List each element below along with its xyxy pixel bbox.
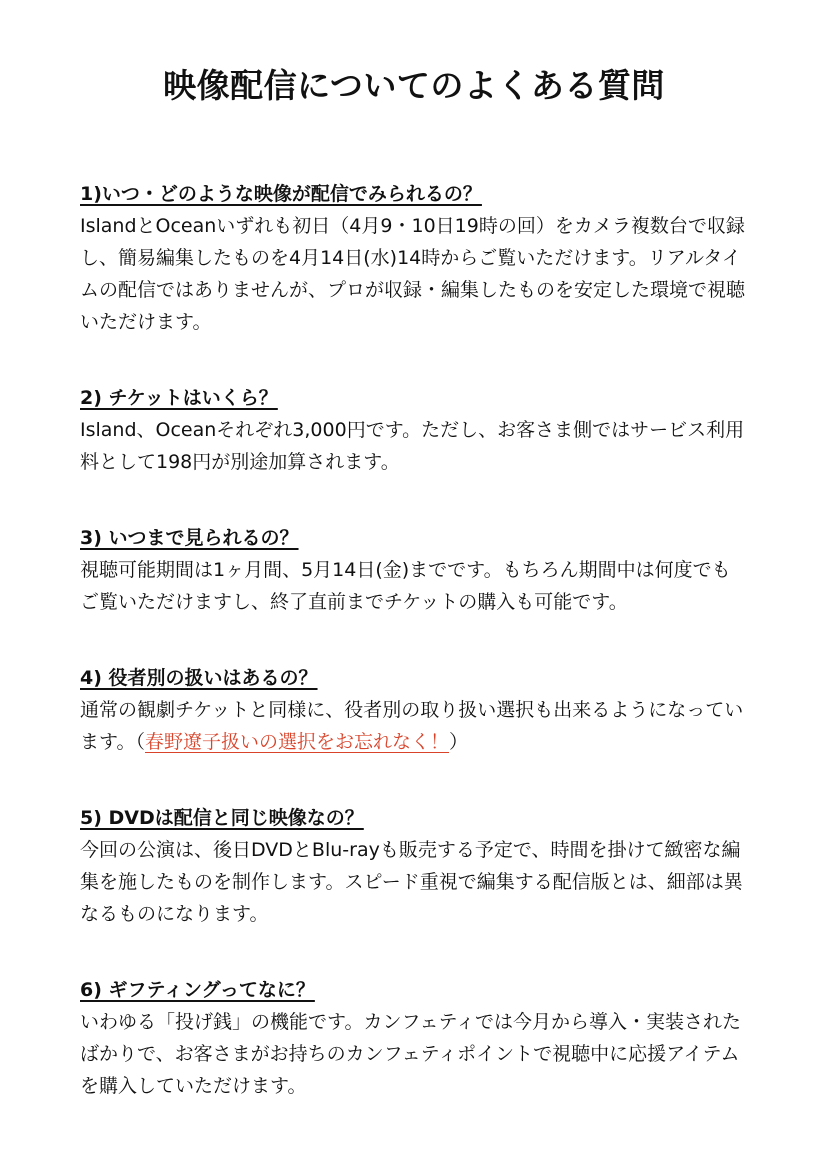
faq-question-1: 1)いつ・どのような映像が配信でみられるの？ (80, 183, 482, 205)
faq-question-3: 3) いつまで見られるの？ (80, 527, 299, 549)
faq-question-4: 4) 役者別の扱いはあるの？ (80, 667, 318, 689)
faq-answer-6: いわゆる「投げ銭」の機能です。カンフェティでは今月から導入・実装されたばかりで、お客さまがお持ちのカンフェティポイントで視聴中に応援アイテムを購入していただけます。 (80, 1011, 742, 1097)
faq-item-1 (80, 178, 748, 338)
page-title: 映像配信についてのよくある質問 (163, 66, 665, 105)
faq-question-2: 2) チケットはいくら？ (80, 387, 278, 409)
faq-answer-1: IslandとOceanいずれも初日（4月9・10日19時の回）をカメラ複数台で収録し、簡易編集したものを4月14日(水)14時からご覧いただけます。リアルタイムの配信ではありませんが、プロが収録・編集したものを安定した環境で視聴いただけます。 (80, 215, 746, 333)
faq-answer-5: 今回の公演は、後日DVDとBlu-rayも販売する予定で、時間を掛けて緻密な編集を施したものを制作します。スピード重視で編集する配信版とは、細部は異なるものになります。 (80, 839, 743, 925)
faq-item-6 (80, 974, 748, 1102)
faq-question-5: 5) DVDは配信と同じ映像なの？ (80, 807, 364, 829)
faq-answer-4 (80, 694, 748, 758)
faq-answer-3: 視聴可能期間は1ヶ月間、5月14日(金)までです。もちろん期間中は何度でもご覧いただけますし、終了直前までチケットの購入も可能です。 (80, 559, 731, 613)
faq-answer-4-highlight: 春野遼子扱いの選択をお忘れなく！ (144, 731, 449, 753)
faq-item-5 (80, 802, 748, 930)
faq-question-6: 6) ギフティングってなに？ (80, 979, 315, 1001)
faq-answer-2: Island、Oceanそれぞれ3,000円です。ただし、お客さま側ではサービス利用料として198円が別途加算されます。 (80, 419, 745, 473)
faq-item-3 (80, 522, 748, 618)
faq-item-4 (80, 662, 748, 758)
faq-answer-4-text: 通常の観劇チケットと同様に、役者別の取り扱い選択も出来るようになっています。（ (80, 699, 744, 753)
faq-item-2 (80, 382, 748, 478)
faq-answer-4-tail: ） (449, 731, 469, 753)
